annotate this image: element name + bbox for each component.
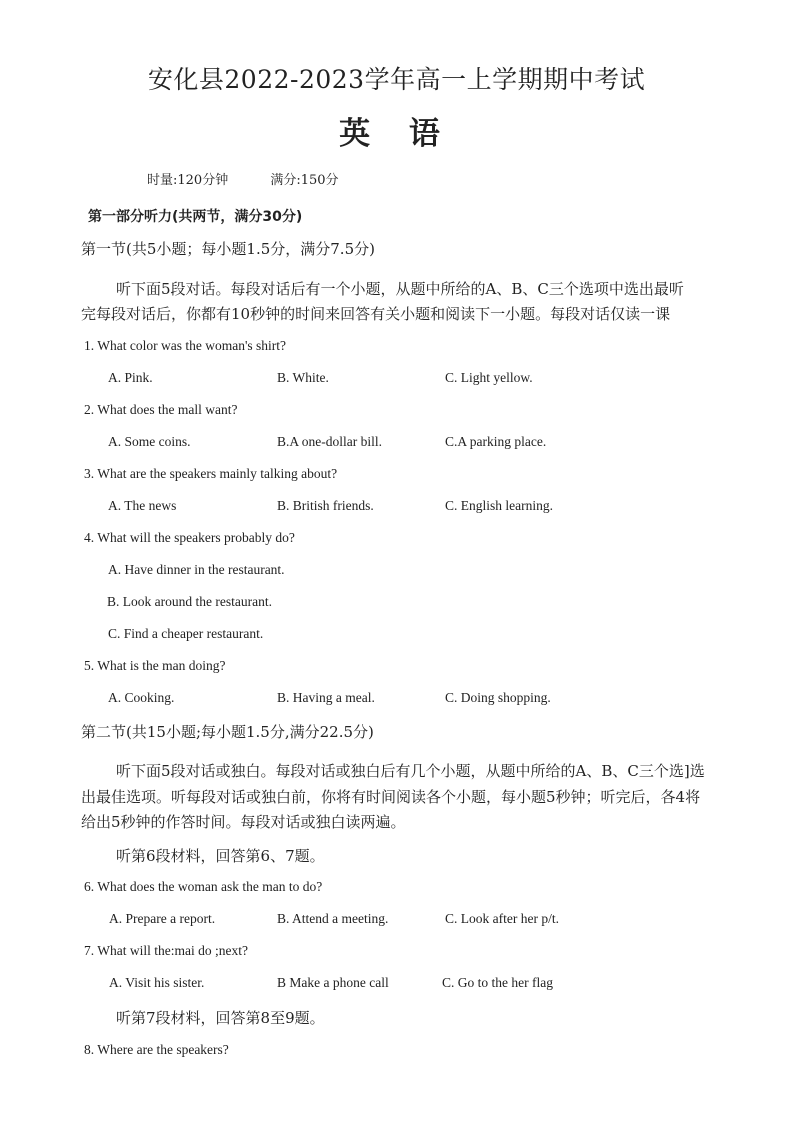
q5-option-b: B. Having a meal. bbox=[277, 690, 375, 705]
section2-instructions-2: 出最佳选项。听每段对话或独白前，你将有时间阅读各个小题，每小题5秒钟；听完后，各4将 bbox=[81, 788, 701, 806]
q6-option-b: B. Attend a meeting. bbox=[277, 911, 389, 926]
question-6: 6. What does the woman ask the man to do? bbox=[84, 879, 323, 894]
section1-title: 第一节(共5小题；每小题1.5分，满分7.5分) bbox=[81, 240, 375, 258]
material-6-note: 听第6段材料，回答第6、7题。 bbox=[116, 847, 325, 865]
part1-title: 第一部分听力(共两节，满分30分) bbox=[88, 209, 303, 225]
question-4: 4. What will the speakers probably do? bbox=[84, 530, 295, 545]
q1-option-b: B. White. bbox=[277, 370, 329, 385]
question-2: 2. What does the mall want? bbox=[84, 402, 238, 417]
q1-option-c: C. Light yellow. bbox=[445, 370, 533, 385]
time-limit: 时量:120分钟 bbox=[147, 173, 229, 188]
q6-option-c: C. Look after her p/t. bbox=[445, 911, 559, 926]
q4-option-c: C. Find a cheaper restaurant. bbox=[108, 626, 264, 641]
q5-option-c: C. Doing shopping. bbox=[445, 690, 551, 705]
question-1: 1. What color was the woman's shirt? bbox=[84, 338, 287, 353]
q3-option-c: C. English learning. bbox=[445, 498, 553, 513]
q2-option-c: C.A parking place. bbox=[445, 434, 547, 449]
question-3: 3. What are the speakers mainly talking about? bbox=[84, 466, 338, 481]
q7-option-a: A. Visit his sister. bbox=[109, 975, 205, 990]
q6-option-a: A. Prepare a report. bbox=[109, 911, 216, 926]
question-7: 7. What will the:mai do ;next? bbox=[84, 943, 248, 958]
q7-option-b: B Make a phone call bbox=[277, 975, 389, 990]
section2-title: 第二节(共15小题;每小题1.5分,满分22.5分) bbox=[81, 723, 374, 741]
q4-option-b: B. Look around the restaurant. bbox=[107, 594, 272, 609]
exam-meta bbox=[147, 169, 377, 188]
subject-title: 英 语 bbox=[339, 116, 454, 152]
q5-option-a: A. Cooking. bbox=[108, 690, 175, 705]
q1-option-a: A. Pink. bbox=[108, 370, 153, 385]
q2-option-a: A. Some coins. bbox=[108, 434, 191, 449]
section1-instructions-1: 听下面5段对话。每段对话后有一个小题，从题中所给的A、B、C三个选项中选出最听 bbox=[116, 280, 684, 298]
q4-option-a: A. Have dinner in the restaurant. bbox=[108, 562, 285, 577]
q7-option-c: C. Go to the her flag bbox=[442, 975, 553, 990]
section1-instructions-2: 完每段对话后，你都有10秒钟的时间来回答有关小题和阅读下一小题。每段对话仅读一课 bbox=[81, 305, 671, 323]
question-8: 8. Where are the speakers? bbox=[84, 1042, 229, 1057]
question-5: 5. What is the man doing? bbox=[84, 658, 226, 673]
q3-option-a: A. The news bbox=[108, 498, 177, 513]
q3-option-b: B. British friends. bbox=[277, 498, 374, 513]
exam-title: 安化县2022-2023学年高一上学期期中考试 bbox=[147, 65, 646, 94]
q2-option-b: B.A one-dollar bill. bbox=[277, 434, 382, 449]
full-score: 满分:150分 bbox=[270, 173, 339, 188]
section2-instructions-1: 听下面5段对话或独白。每段对话或独白后有几个小题，从题中所给的A、B、C三个选]选 bbox=[116, 762, 705, 780]
material-7-note: 听第7段材料，回答第8至9题。 bbox=[116, 1009, 325, 1027]
section2-instructions-3: 给出5秒钟的作答时间。每段对话或独白读两遍。 bbox=[81, 813, 406, 831]
